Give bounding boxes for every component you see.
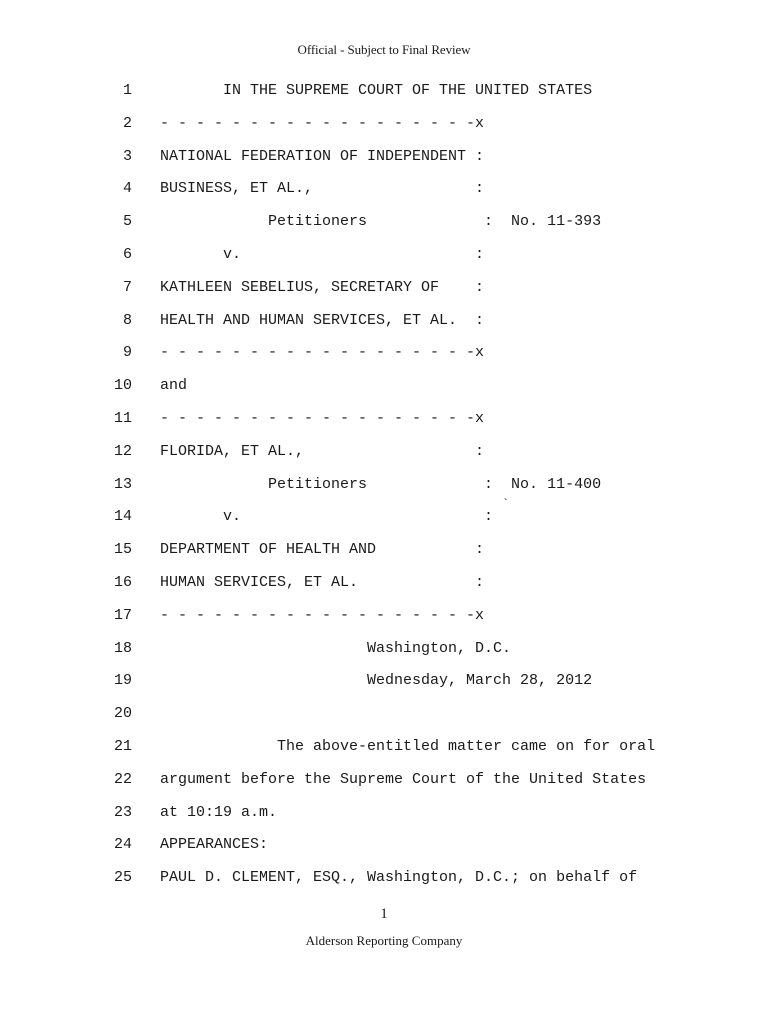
line-number: 8 [122,311,132,329]
transcript-line [0,770,768,790]
line-text: DEPARTMENT OF HEALTH AND : [160,541,485,559]
page-number: 1 [380,906,388,922]
line-number: 1 [122,82,132,99]
transcript-line [0,179,768,199]
line-number: 6 [122,246,132,263]
line-text: The above-entitled matter came on for oral [160,738,656,755]
line-number: 23 [113,803,132,821]
transcript-line [0,409,768,429]
line-number: 4 [122,180,132,198]
transcript-line [0,573,768,593]
transcript-line [0,376,768,396]
transcript-line [0,114,768,134]
page-header: Official - Subject to Final Review [297,42,471,57]
transcript-line [0,442,768,462]
line-text: BUSINESS, ET AL., : [160,180,485,198]
line-text: KATHLEEN SEBELIUS, SECRETARY OF : [160,278,485,296]
page-footer: Alderson Reporting Company [305,933,463,948]
line-number: 10 [113,377,132,395]
line-text: Petitioners : No. 11-393 [160,213,602,231]
line-text: Washington, D.C. [160,639,512,657]
transcript-line [0,606,768,626]
line-text: v. : [160,508,494,526]
line-number: 11 [113,410,132,427]
line-text: FLORIDA, ET AL., : [160,442,485,460]
line-text: NATIONAL FEDERATION OF INDEPENDENT : [160,147,485,165]
line-text: and [160,377,188,395]
line-number: 16 [113,574,132,591]
line-number: 2 [122,114,132,132]
line-text: Petitioners : No. 11-400 [160,475,602,493]
line-number: 18 [113,639,132,657]
transcript-line [0,803,768,823]
transcript-line [0,147,768,167]
transcript-line [0,835,768,855]
line-number: 25 [113,869,132,887]
line-number: 13 [113,475,132,493]
stray-mark: ` [502,497,510,511]
transcript-line [0,507,768,527]
transcript-line [0,475,768,495]
line-number: 21 [113,738,132,755]
line-number: 3 [122,147,132,165]
line-text: - - - - - - - - - - - - - - - - - -x [160,606,485,624]
line-text: IN THE SUPREME COURT OF THE UNITED STATES [160,82,593,99]
line-number: 9 [122,344,132,362]
transcript-line [0,671,768,691]
line-number: 5 [122,213,132,231]
line-text: argument before the Supreme Court of the United States [160,770,647,788]
line-number: 24 [113,836,132,854]
line-text: v. : [160,246,485,263]
line-number: 20 [113,705,132,723]
transcript-line [0,212,768,232]
line-text: Wednesday, March 28, 2012 [160,672,593,690]
line-number: 15 [113,541,132,559]
line-text: - - - - - - - - - - - - - - - - - -x [160,344,485,362]
line-number: 7 [122,278,132,296]
line-text: - - - - - - - - - - - - - - - - - -x [160,114,485,132]
line-text: at 10:19 a.m. [160,803,278,821]
line-text: HUMAN SERVICES, ET AL. : [160,574,485,591]
transcript-line [0,737,768,757]
line-number: 14 [113,508,132,526]
transcript-line [0,81,768,101]
line-text: PAUL D. CLEMENT, ESQ., Washington, D.C.; on behalf of [160,869,638,887]
line-text: - - - - - - - - - - - - - - - - - -x [160,410,485,427]
transcript-line [0,540,768,560]
transcript-line [0,639,768,659]
line-text: HEALTH AND HUMAN SERVICES, ET AL. : [160,311,485,329]
transcript-line [0,868,768,888]
line-number: 12 [113,442,132,460]
transcript-line [0,245,768,265]
transcript-line [0,278,768,298]
line-text: APPEARANCES: [160,836,269,854]
line-number: 22 [113,770,132,788]
line-number: 19 [113,672,132,690]
transcript-line [0,343,768,363]
transcript-line [0,311,768,331]
line-number: 17 [113,606,132,624]
transcript-line [0,704,768,724]
